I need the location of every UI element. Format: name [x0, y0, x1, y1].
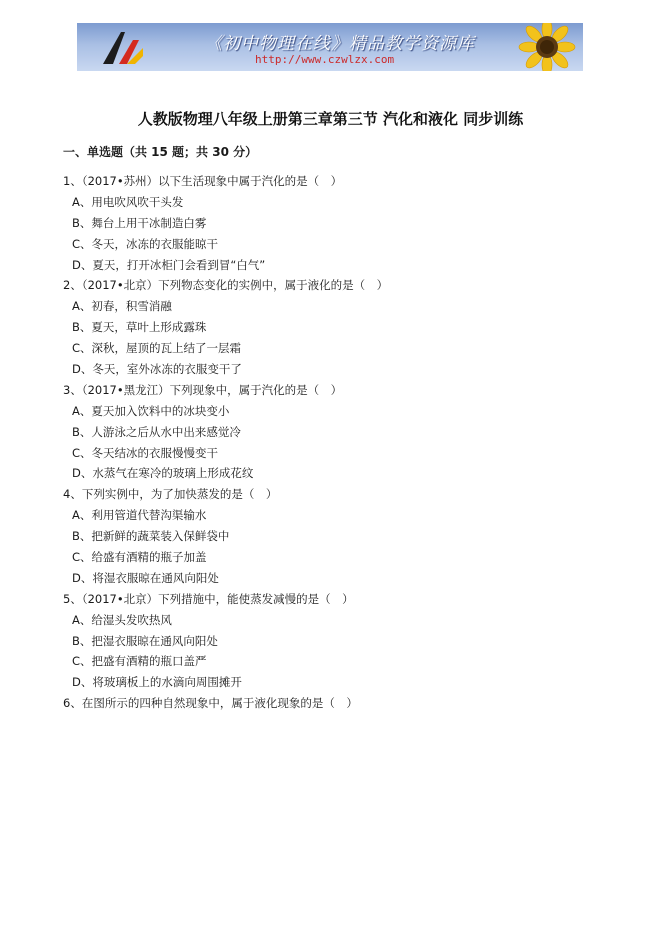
section-header: 一、单选题（共 15 题；共 30 分）: [63, 145, 258, 159]
answer-option: C、把盛有酒精的瓶口盖严: [72, 654, 207, 669]
banner-title: 《初中物理在线》精品教学资源库: [205, 34, 475, 54]
question-stem: 5、（2017•北京）下列措施中，能使蒸发减慢的是（ ）: [63, 591, 354, 606]
answer-option: A、夏天加入饮料中的冰块变小: [72, 403, 230, 418]
answer-option: A、初春，积雪消融: [72, 299, 172, 314]
header-banner: [77, 23, 583, 71]
answer-option: C、给盛有酒精的瓶子加盖: [72, 550, 207, 565]
answer-option: D、冬天，室外冰冻的衣服变干了: [72, 362, 242, 377]
answer-option: B、舞台上用干冰制造白雾: [72, 215, 207, 230]
logo-icon: [99, 26, 145, 68]
answer-option: A、给湿头发吹热风: [72, 612, 172, 627]
document-title: 人教版物理八年级上册第三章第三节 汽化和液化 同步训练: [137, 110, 524, 128]
question-list: [63, 171, 623, 714]
question-stem: 3、（2017•黑龙江）下列现象中，属于汽化的是（ ）: [63, 382, 343, 397]
answer-option: B、夏天，草叶上形成露珠: [72, 320, 207, 335]
answer-option: D、夏天，打开冰柜门会看到冒“白气”: [72, 257, 266, 272]
question-stem: 2、（2017•北京）下列物态变化的实例中，属于液化的是（ ）: [63, 278, 389, 293]
sunflower-icon: [515, 23, 579, 71]
answer-option: B、把新鲜的蔬菜装入保鲜袋中: [72, 529, 230, 544]
answer-option: C、冬天结冰的衣服慢慢变干: [72, 445, 219, 460]
answer-option: C、深秋，屋顶的瓦上结了一层霜: [72, 341, 242, 356]
answer-option: C、冬天，冰冻的衣服能晾干: [72, 236, 219, 251]
question-stem: 4、下列实例中，为了加快蒸发的是（ ）: [63, 487, 278, 502]
banner-url: http://www.czwlzx.com: [255, 53, 395, 66]
answer-option: D、将玻璃板上的水滴向周围摊开: [72, 675, 242, 690]
answer-option: D、将湿衣服晾在通风向阳处: [72, 570, 219, 585]
answer-option: A、利用管道代替沟渠输水: [72, 508, 207, 523]
question-stem: 6、在图所示的四种自然现象中，属于液化现象的是（ ）: [63, 696, 358, 711]
answer-option: B、人游泳之后从水中出来感觉冷: [72, 424, 241, 439]
answer-option: D、水蒸气在寒冷的玻璃上形成花纹: [72, 466, 254, 481]
answer-option: A、用电吹风吹干头发: [72, 194, 184, 209]
question-stem: 1、（2017•苏州）以下生活现象中属于汽化的是（ ）: [63, 174, 343, 188]
answer-option: B、把湿衣服晾在通风向阳处: [72, 633, 218, 648]
